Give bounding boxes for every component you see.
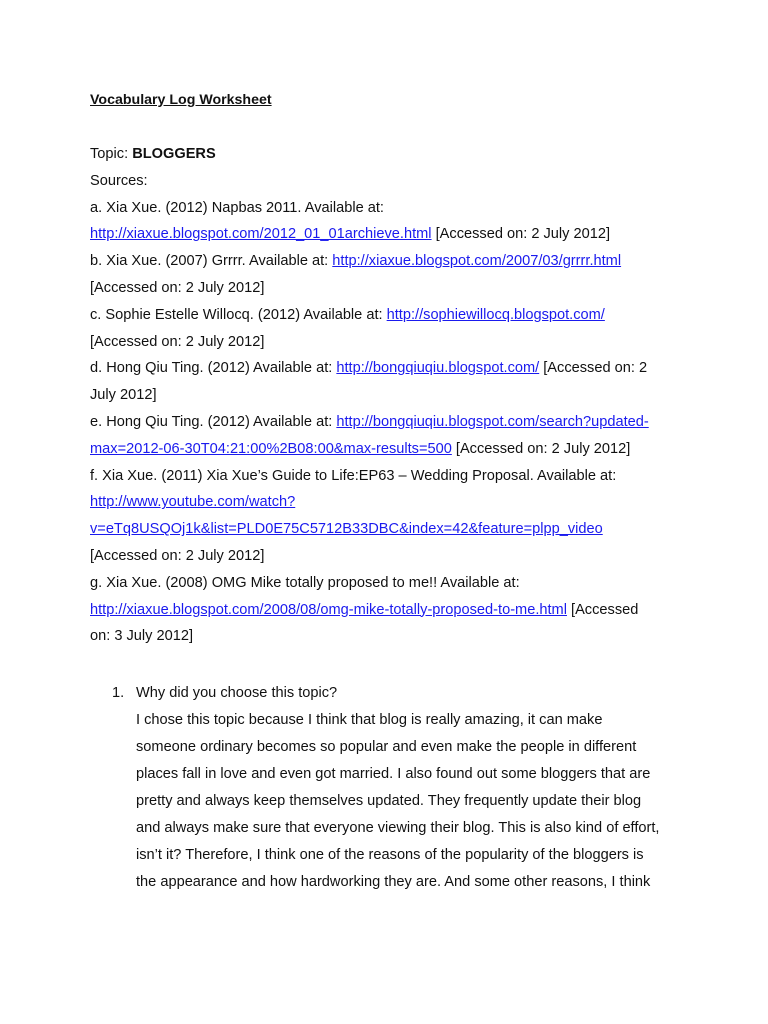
source-e-link-part2[interactable]: max=2012-06-30T04:21:00%2B08:00&max-results=500 <box>90 440 452 457</box>
question-body <box>136 680 692 896</box>
source-f-text: f. Xia Xue. (2011) Xia Xue’s Guide to Life:EP63 – Wedding Proposal. Available at: <box>90 467 617 484</box>
source-g-accessed-part1: [Accessed <box>566 601 639 618</box>
question-text: Why did you choose this topic? <box>136 685 338 701</box>
sources-section <box>90 141 690 650</box>
source-f-line3 <box>90 516 690 543</box>
source-f-line2 <box>90 489 690 516</box>
answer-line: isn’t it? Therefore, I think one of the reasons of the popularity of the bloggers is <box>136 847 644 863</box>
source-d-accessed-part2: July 2012] <box>90 387 157 404</box>
source-d-accessed-part1: [Accessed on: 2 <box>539 360 648 377</box>
source-f-link-part1[interactable]: http://www.youtube.com/watch? <box>90 494 296 511</box>
question-number: 1. <box>112 685 125 701</box>
source-c-accessed: [Accessed on: 2 July 2012] <box>90 333 265 350</box>
source-a-accessed: [Accessed on: 2 July 2012] <box>431 226 611 243</box>
source-d-text: d. Hong Qiu Ting. (2012) Available at: <box>90 360 337 377</box>
source-e-accessed: [Accessed on: 2 July 2012] <box>451 440 631 457</box>
source-a-line2 <box>90 221 690 248</box>
topic-line <box>90 141 690 168</box>
source-b-accessed: [Accessed on: 2 July 2012] <box>90 279 265 296</box>
source-g-accessed-part2: on: 3 July 2012] <box>90 628 194 645</box>
answer-line: someone ordinary becomes so popular and even make the people in different <box>136 739 637 755</box>
source-g-link[interactable]: http://xiaxue.blogspot.com/2008/08/omg-mike-totally-proposed-to-me.html <box>90 601 567 618</box>
topic-value: BLOGGERS <box>132 146 216 162</box>
source-d-line1 <box>90 355 690 382</box>
sources-label: Sources: <box>90 172 148 189</box>
source-c-link[interactable]: http://sophiewillocq.blogspot.com/ <box>386 306 605 323</box>
source-e-line1 <box>90 409 690 436</box>
document-title: Vocabulary Log Worksheet <box>90 92 272 108</box>
topic-label: Topic: <box>90 146 133 162</box>
source-e-line2 <box>90 436 690 463</box>
answer-line: places fall in love and even got married. I also found out some bloggers that are <box>136 766 651 782</box>
source-e-text: e. Hong Qiu Ting. (2012) Available at: <box>90 413 337 430</box>
answer-line: pretty and always keep themselves updated. They frequently update their blog <box>136 793 642 809</box>
source-c-line1 <box>90 302 690 329</box>
source-b-line1 <box>90 248 690 275</box>
answer-line: the appearance and how hardworking they are. And some other reasons, I think <box>136 874 651 890</box>
source-c-text: c. Sophie Estelle Willocq. (2012) Available at: <box>90 306 387 323</box>
source-b-text: b. Xia Xue. (2007) Grrrr. Available at: <box>90 253 333 270</box>
source-f-accessed: [Accessed on: 2 July 2012] <box>90 547 265 564</box>
answer-line: and always make sure that everyone viewing their blog. This is also kind of effort, <box>136 820 660 836</box>
source-a-text: a. Xia Xue. (2012) Napbas 2011. Available at: <box>90 199 384 216</box>
source-g-line2 <box>90 597 690 624</box>
source-g-text: g. Xia Xue. (2008) OMG Mike totally proposed to me!! Available at: <box>90 574 520 591</box>
source-e-link-part1[interactable]: http://bongqiuqiu.blogspot.com/search?updated- <box>336 413 649 430</box>
source-b-link[interactable]: http://xiaxue.blogspot.com/2007/03/grrrr.html <box>332 253 622 270</box>
source-f-link-part2[interactable]: v=eTq8USQOj1k&list=PLD0E75C5712B33DBC&index=42&feature=plpp_video <box>90 521 603 538</box>
source-d-link[interactable]: http://bongqiuqiu.blogspot.com/ <box>336 360 540 377</box>
question-1 <box>112 680 692 896</box>
source-a-link[interactable]: http://xiaxue.blogspot.com/2012_01_01archieve.html <box>90 226 432 243</box>
answer-line: I chose this topic because I think that blog is really amazing, it can make <box>136 712 603 728</box>
